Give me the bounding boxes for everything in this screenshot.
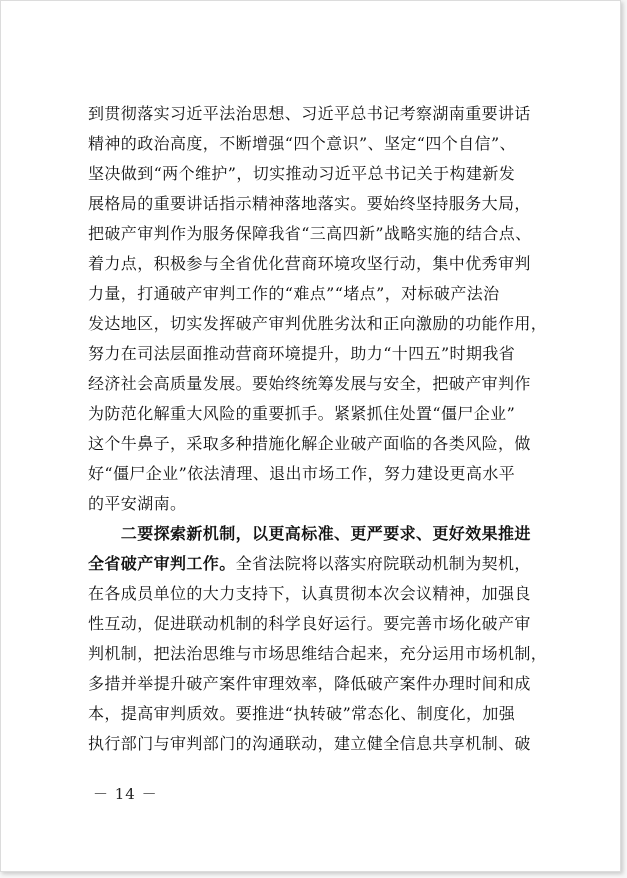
text-line: 坚决做到“两个维护”，切实推动习近平总书记关于构建新发: [88, 164, 516, 183]
text-line: 的平安湖南。: [88, 494, 187, 513]
text-line: 性互动，促进联动机制的科学良好运行。要完善市场化破产审: [88, 614, 531, 633]
text-line: 判机制，把法治思维与市场思维结合起来，充分运用市场机制，: [88, 644, 548, 663]
text-line: 把破产审判作为服务保障我省“三高四新”战略实施的结合点、: [88, 224, 532, 243]
text-line: 执行部门与审判部门的沟通联动，建立健全信息共享机制、破: [88, 734, 531, 753]
text-line: 精神的政治高度，不断增强“四个意识”、坚定“四个自信”、: [88, 134, 516, 153]
section-body-start: 全省法院将以落实府院联动机制为契机，: [235, 554, 531, 573]
text-line: 在各成员单位的大力支持下，认真贯彻本次会议精神，加强良: [88, 584, 531, 603]
text-line: 着力点，积极参与全省优化营商环境攻坚行动，集中优秀审判: [88, 254, 531, 273]
text-line: 为防范化解重大风险的重要抓手。紧紧抓住处置“僵尸企业”: [88, 404, 516, 423]
text-line: 发达地区，切实发挥破产审判优胜劣汰和正向激励的功能作用，: [88, 314, 548, 333]
text-line: 力量，打通破产审判工作的“难点”“堵点”，对标破产法治: [88, 284, 500, 303]
section-heading-line-2: [88, 549, 546, 579]
text-line: 多措并举提升破产案件审理效率，降低破产案件办理时间和成: [88, 674, 531, 693]
section-heading-line: 二要探索新机制，以更高标准、更严要求、更好效果推进: [88, 524, 531, 543]
section-heading-tail: 全省破产审判工作。: [88, 554, 236, 573]
text-line: 这个牛鼻子，采取多种措施化解企业破产面临的各类风险，做: [88, 434, 531, 453]
text-line: 展格局的重要讲话指示精神落地落实。要始终坚持服务大局，: [88, 194, 531, 213]
text-line: 好“僵尸企业”依法清理、退出市场工作，努力建设更高水平: [88, 464, 516, 483]
text-line: 本，提高审判质效。要推进“执转破”常态化、制度化，加强: [88, 704, 516, 723]
body-text: [88, 99, 546, 759]
text-line: 经济社会高质量发展。要始终统筹发展与安全，把破产审判作: [88, 374, 531, 393]
page-number: － 14 －: [93, 785, 158, 803]
text-line: 努力在司法层面推动营商环境提升，助力“十四五”时期我省: [88, 344, 516, 363]
text-line: 到贯彻落实习近平法治思想、习近平总书记考察湖南重要讲话: [88, 104, 531, 123]
